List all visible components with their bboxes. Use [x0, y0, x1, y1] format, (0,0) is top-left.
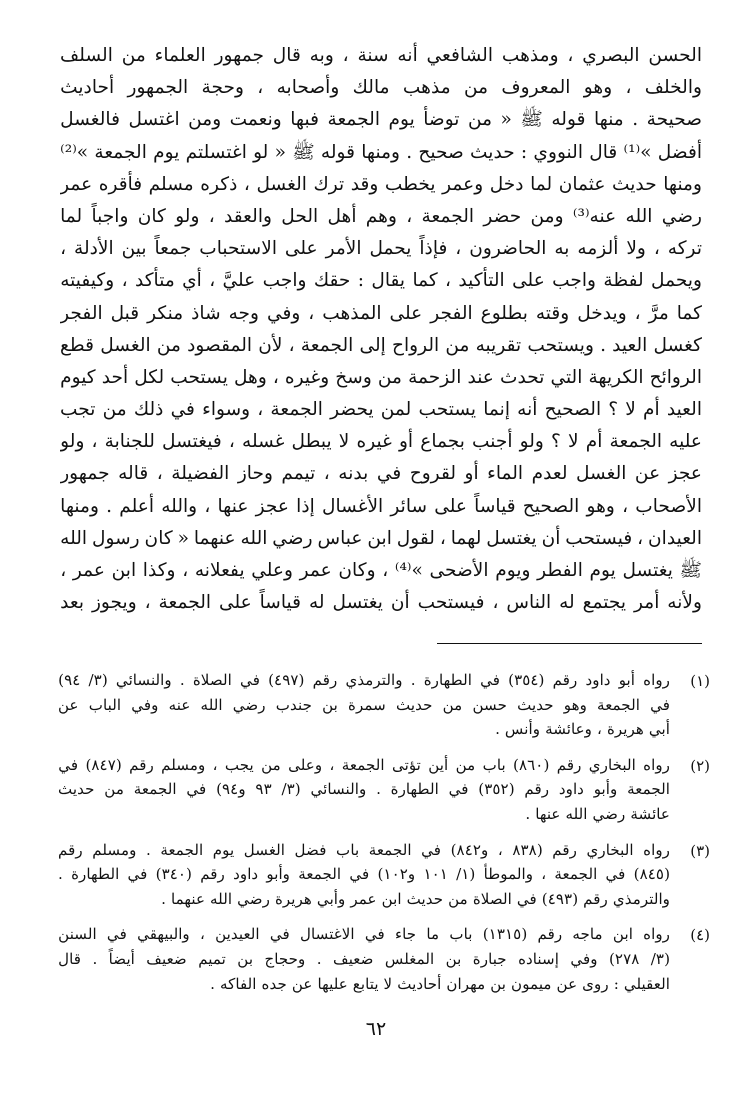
footnote-line: (٣/ ٢٧٨) وفي إسناده جبارة بن المغلس ضعيف . وحجاج بن تميم ضعيف أيضاً . قال — [58, 949, 670, 968]
body-line: تركه ، ولا ألزمه به الحاضرون ، فإذاً يحمل الأمر على الاستحباب جمعاً بين الأدلة ، — [60, 238, 702, 260]
body-line: صحيحة . منها قوله ﷺ « من توضأ يوم الجمعة فبها ونعمت ومن اغتسل فالغسل — [60, 109, 702, 131]
footnote-1 — [58, 668, 710, 742]
footnote-line: عائشة رضي الله عنها . — [525, 804, 670, 823]
footnote-line: رواه ابن ماجه رقم (١٣١٥) باب ما جاء في الاغتسال في العيدين ، والبيهقي في السنن — [58, 925, 670, 944]
footnote-line: والترمذي رقم (٤٩٣) في الصلاة من حديث ابن عمر وأبي هريرة رضي الله عنهما . — [161, 889, 670, 908]
footnote-line: رواه البخاري رقم (٨٦٠) باب من أين تؤتى الجمعة ، وعلى من يجب ، ومسلم رقم (٨٤٧) في — [58, 755, 670, 774]
main-text — [60, 40, 702, 619]
footnote-line: (٨٤٥) في الجمعة ، والموطأ (١/ ١٠١ و١٠٢) في الجمعة وأبو داود رقم (٣٤٠) في الطهارة . — [58, 865, 670, 884]
body-line: ﷺ يغتسل يوم الفطر ويوم الأضحى »⁽⁴⁾ ، وكان عمر وعلي يفعلانه ، وكذا ابن عمر ، — [60, 560, 702, 581]
page-number: ٦٢ — [365, 1018, 387, 1040]
body-line: ومنها حديث عثمان لما دخل وعمر يخطب وقد ترك الغسل ، ذكره مسلم فأقره عمر — [60, 173, 702, 195]
body-line: أفضل »⁽¹⁾ قال النووي : حديث صحيح . ومنها قوله ﷺ « لو اغتسلتم يوم الجمعة »⁽²⁾ — [60, 141, 702, 163]
footnote-number: (٤) — [690, 926, 710, 945]
footnote-separator — [437, 643, 702, 644]
footnote-number: (٢) — [690, 756, 710, 775]
body-line: عجز عن الغسل لعدم الماء أو لقروح في بدنه ، تيمم وحاز الفضيلة ، قاله جمهور — [60, 463, 702, 485]
body-line: العيد أم لا ؟ الصحيح أنه إنما يستحب لمن يحضر الجمعة ، وسواء في ذلك من تجب — [60, 399, 702, 421]
body-line: كغسل العيد . ويستحب تقريبه من الرواح إلى الجمعة ، لأن المقصود من الغسل قطع — [60, 334, 702, 356]
footnote-2 — [58, 753, 710, 827]
body-line: رضي الله عنه⁽³⁾ ومن حضر الجمعة ، وهم أهل الحل والعقد ، ولو كان واجباً لما — [60, 205, 702, 227]
footnote-line: العقيلي : روى عن ميمون بن مهران أحاديث لا يتابع عليها عن جده الفاكه . — [210, 974, 670, 993]
footnote-line: رواه البخاري رقم (٨٣٨ ، و٨٤٢) في الجمعة باب فضل الغسل يوم الجمعة . ومسلم رقم — [58, 840, 670, 859]
footnote-line: في الجمعة وهو حديث حسن من حديث سمرة بن جندب رضي الله عنه وفي الباب عن — [58, 695, 670, 714]
body-line: والخلف ، وهو المعروف من مذهب مالك وأصحابه ، وحجة الجمهور أحاديث — [60, 77, 702, 99]
body-line: الحسن البصري ، ومذهب الشافعي أنه سنة ، وبه قال جمهور العلماء من السلف — [60, 45, 702, 66]
footnote-line: أبي هريرة ، وعائشة وأنس . — [495, 720, 670, 739]
footnote-4 — [58, 922, 710, 996]
body-line: العيدان ، فيستحب أن يغتسل لهما ، لقول ابن عباس رضي الله عنهما « كان رسول الله — [60, 527, 702, 549]
footnote-3 — [58, 838, 710, 912]
body-line: الروائح الكريهة التي تحدث عند الزحمة من وسخ وغيره ، وهل يستحب لكل أحد كيوم — [60, 366, 702, 388]
body-line: ولأنه أمر يجتمع له الناس ، فيستحب أن يغتسل له قياساً على الجمعة ، ويجوز بعد — [60, 592, 702, 614]
footnote-line: رواه أبو داود رقم (٣٥٤) في الطهارة . والترمذي رقم (٤٩٧) في الصلاة . والنسائي (٣/ ٩٤) — [58, 671, 670, 689]
body-line: ويحمل لفظة واجب على التأكيد ، كما يقال : حقك واجب عليَّ ، أي متأكد ، وكيفيته — [60, 270, 702, 292]
footnote-number: (٣) — [690, 841, 710, 860]
footnotes — [58, 668, 710, 1007]
body-line: كما مرَّ ، ويدخل وقته بطلوع الفجر على المذهب ، وفي وجه شاذ منكر قبل الفجر — [60, 302, 702, 324]
body-line: الأصحاب ، وهو الصحيح قياساً على سائر الأغسال إذا عجز عنها ، والله أعلم . ومنها — [60, 495, 702, 517]
footnote-line: الجمعة وأبو داود رقم (٣٥٢) في الطهارة . والنسائي (٣/ ٩٣ و٩٤) في الجمعة من حديث — [58, 780, 670, 799]
body-line: عليه الجمعة أم لا ؟ ولو أجنب بجماع أو غيره لا يبطل غسله ، فيغتسل للجنابة ، ولو — [60, 431, 702, 453]
footnote-number: (١) — [690, 672, 710, 690]
